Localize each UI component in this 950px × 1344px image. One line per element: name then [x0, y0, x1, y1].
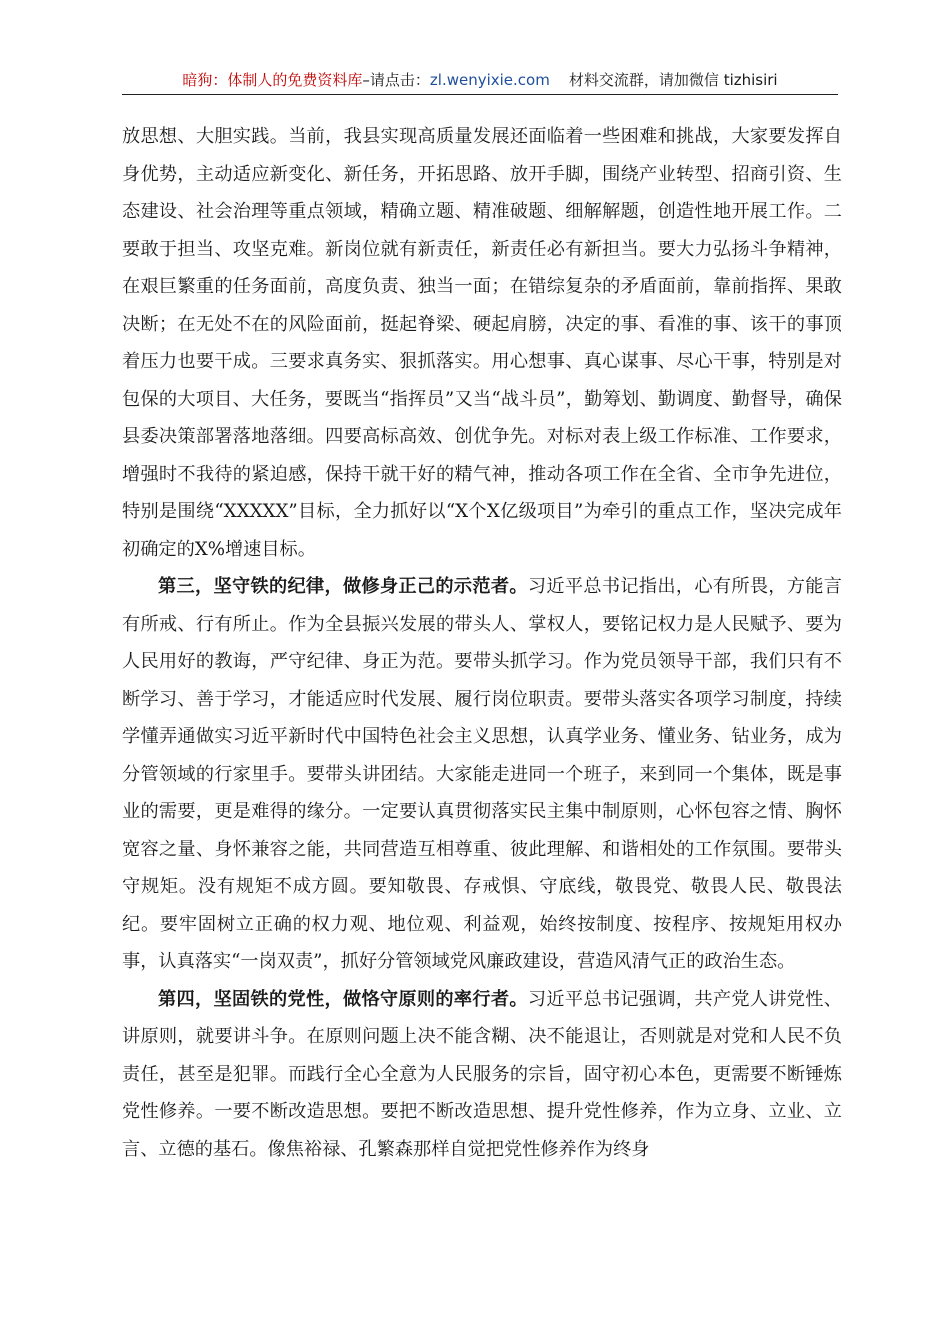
header-contact: 材料交流群，请加微信 tizhisiri	[568, 71, 778, 89]
page-header	[122, 68, 838, 95]
paragraph-1	[122, 118, 842, 568]
header-link[interactable]: zl.wenyixie.com	[429, 71, 550, 89]
paragraph-text: 放思想、大胆实践。当前，我县实现高质量发展还面临着一些困难和挑战，大家要发挥自身优势，主动适应新变化、新任务，开拓思路、放开手脚，围绕产业转型、招商引资、生态建设、社会治理等重点领域，精确立题、精准破题、细解解题，创造性地开展工作。二要敢于担当、攻坚克难。新岗位就有新责任，新责任必有新担当。要大力弘扬斗争精神，在艰巨繁重的任务面前，高度负责、独当一面；在错综复杂的矛盾面前，靠前指挥、果敢决断；在无处不在的风险面前，挺起脊梁、硬起肩膀，决定的事、看准的事、该干的事顶着压力也要干成。三要求真务实、狠抓落实。用心想事、真心谋事、尽心干事，特别是对包保的大项目、大任务，要既当“指挥员”又当“战斗员”，勤筹划、勤调度、勤督导，确保县委决策部署落地落细。四要高标高效、创优争先。对标对表上级工作标准、工作要求，增强时不我待的紧迫感，保持干就干好的精气神，推动各项工作在全省、全市争先进位，特别是围绕“XXXXX”目标，全力抓好以“X个X亿级项目”为牵引的重点工作，坚决完成年初确定的X%增速目标。	[122, 126, 842, 560]
paragraph-text: 习近平总书记指出，心有所畏，方能言有所戒、行有所止。作为全县振兴发展的带头人、掌权人，要铭记权力是人民赋予、要为人民用好的教诲，严守纪律、身正为范。要带头抓学习。作为党员领导干部，我们只有不断学习、善于学习，才能适应时代发展、履行岗位职责。要带头落实各项学习制度，持续学懂弄通做实习近平新时代中国特色社会主义思想，认真学业务、懂业务、钻业务，成为分管领域的行家里手。要带头讲团结。大家能走进同一个班子，来到同一个集体，既是事业的需要，更是难得的缘分。一定要认真贯彻落实民主集中制原则，心怀包容之情、胸怀宽容之量、身怀兼容之能，共同营造互相尊重、彼此理解、和谐相处的工作氛围。要带头守规矩。没有规矩不成方圆。要知敬畏、存戒惧、守底线，敬畏党、敬畏人民、敬畏法纪。要牢固树立正确的权力观、地位观、利益观，始终按制度、按程序、按规矩用权办事，认真落实“一岗双责”，抓好分管领域党风廉政建设，营造风清气正的政治生态。	[122, 576, 842, 972]
paragraph-heading: 第四，坚固铁的党性，做恪守原则的率行者。	[158, 988, 528, 1010]
header-brand: 暗狗：体制人的免费资料库	[182, 71, 363, 89]
paragraph-2	[122, 568, 842, 981]
paragraph-heading: 第三，坚守铁的纪律，做修身正己的示范者。	[158, 576, 528, 597]
paragraph-text: 习近平总书记强调，共产党人讲党性、讲原则，就要讲斗争。在原则问题上决不能含糊、决不能退让，否则就是对党和人民不负责任，甚至是犯罪。而践行全心全意为人民服务的宗旨，固守初心本色，更需要不断锤炼党性修养。一要不断改造思想。要把不断改造思想、提升党性修养，作为立身、立业、立言、立德的基石。像焦裕禄、孔繁森那样自觉把党性修养作为终身	[122, 988, 842, 1160]
paragraph-3	[122, 981, 842, 1169]
header-prompt: –请点击：	[362, 71, 430, 89]
document-body	[122, 118, 842, 1168]
